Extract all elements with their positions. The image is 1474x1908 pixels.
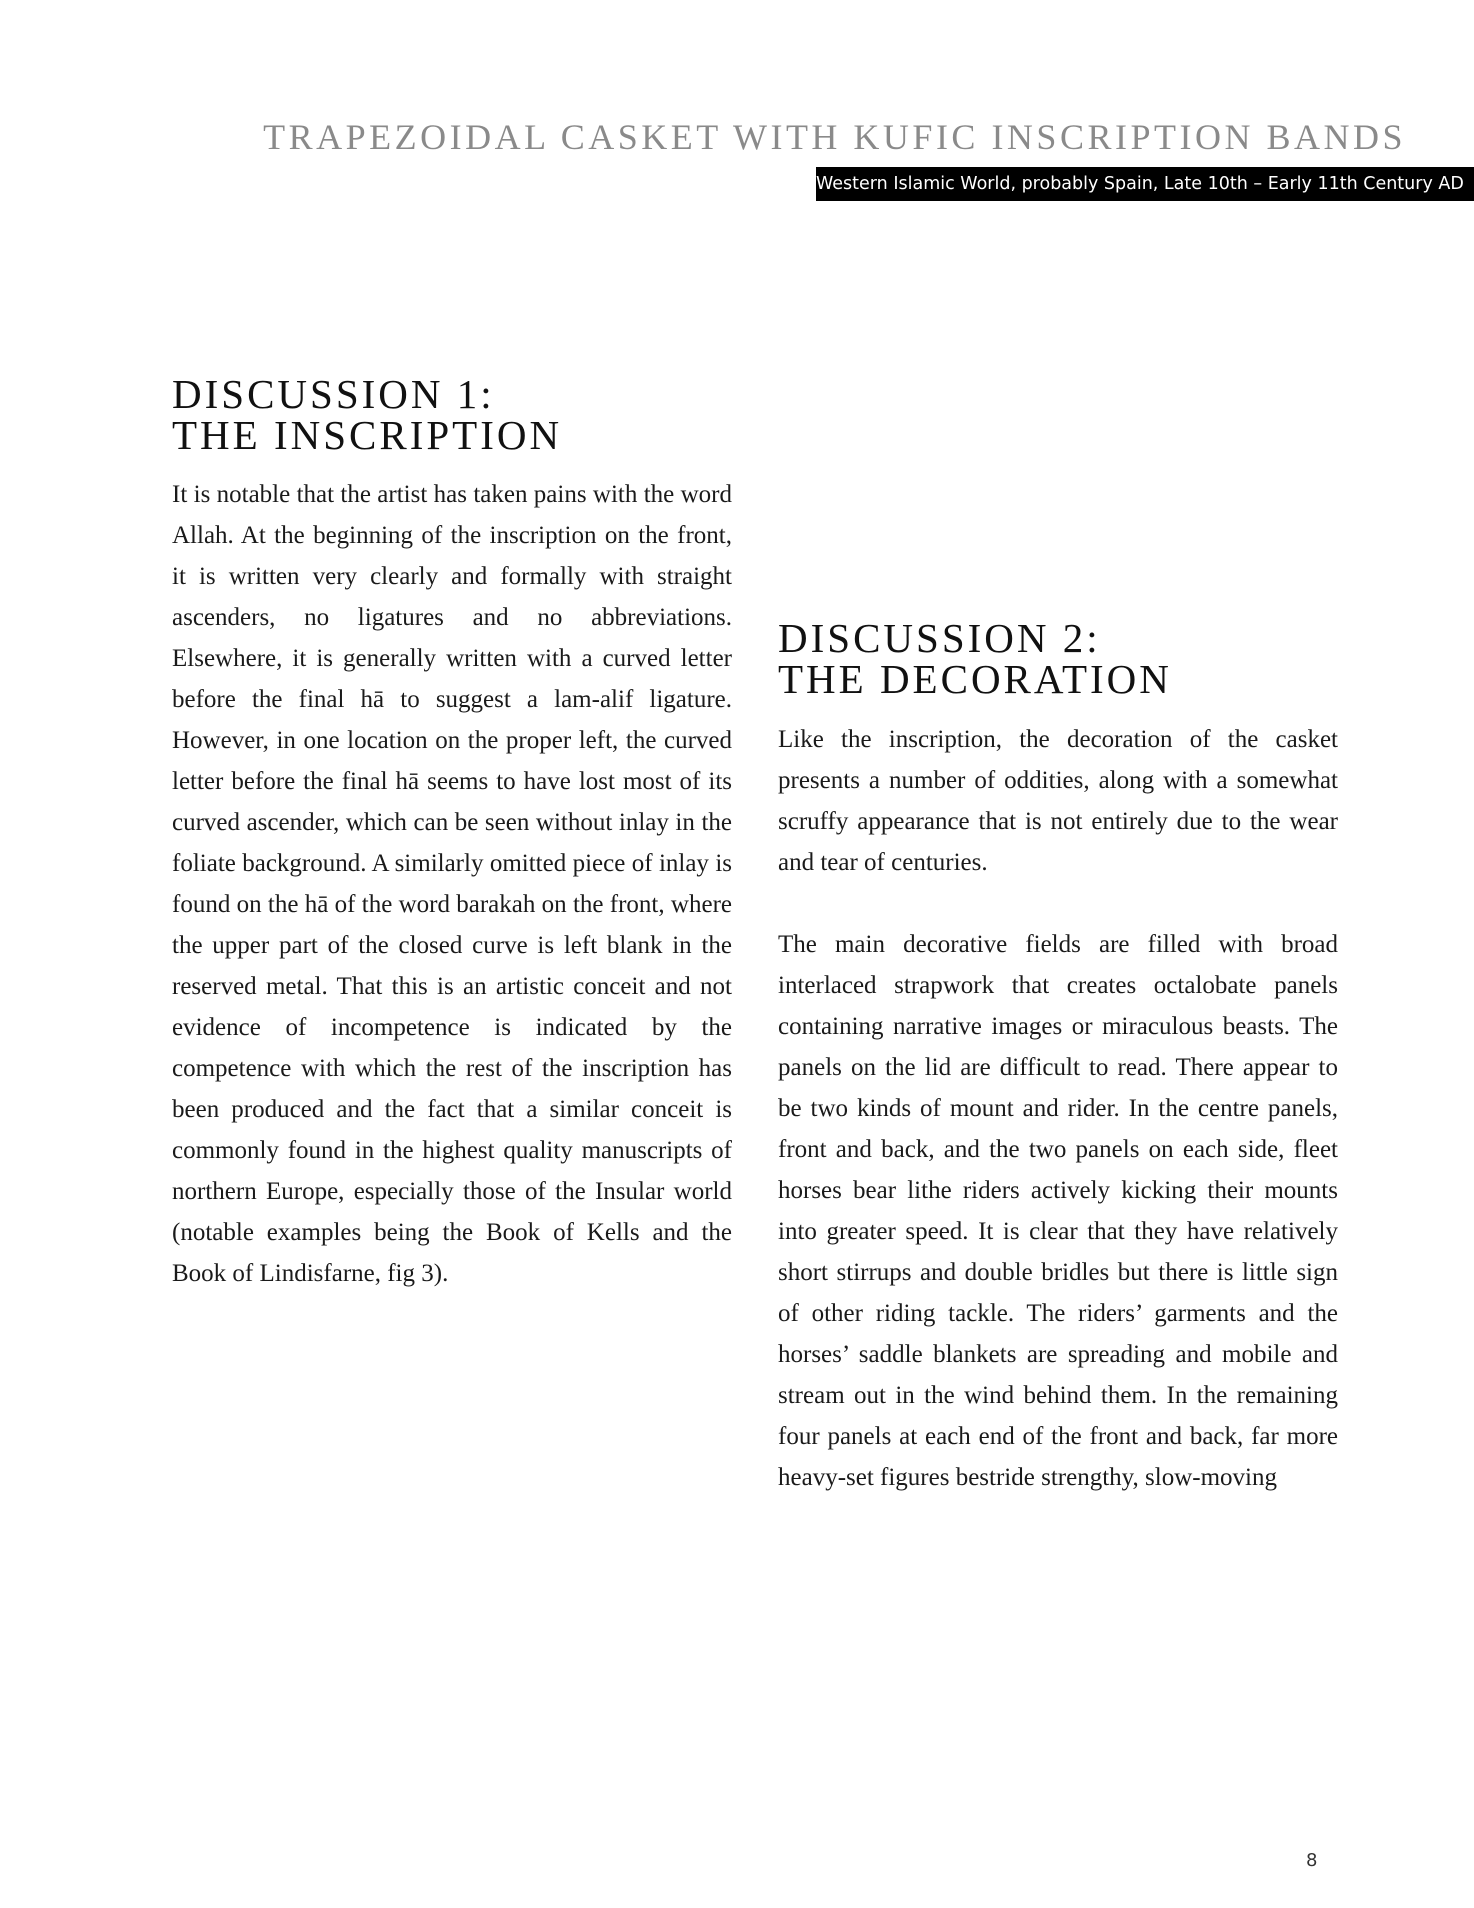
paragraph-gap — [778, 883, 1338, 924]
discussion-1-column — [172, 474, 732, 1294]
discussion-2-column — [778, 719, 1338, 1498]
discussion-1-heading — [172, 371, 563, 458]
discussion-1-paragraph: It is notable that the artist has taken pains with the word Allah. At the beginning of the inscription on the front, it is written very clearly and formally with straight ascenders, no ligatures and no abbreviations. Elsewhere, it is generally written with a curved letter before the final hā to suggest a lam-alif ligature. However, in one location on the proper left, the curved letter before the final hā seems to have lost most of its curved ascender, which can be seen without inlay in the foliate background. A similarly omitted piece of inlay is found on the hā of the word barakah on the front, where the upper part of the closed curve is left blank in the reserved metal. That this is an artistic conceit and not evidence of incompetence is indicated by the competence with which the rest of the inscription has been produced and the fact that a similar conceit is commonly found in the highest quality manuscripts of northern Europe, especially those of the Insular world (notable examples being the Book of Kells and the Book of Lindisfarne, fig 3). — [172, 481, 732, 1287]
discussion-2-heading-line2: THE DECORATION — [778, 656, 1172, 702]
discussion-1-heading-line2: THE INSCRIPTION — [172, 412, 563, 458]
discussion-2-heading — [778, 615, 1172, 702]
discussion-1-heading-line1: DISCUSSION 1: — [172, 371, 495, 417]
discussion-2-paragraph-1: Like the inscription, the decoration of the casket presents a number of oddities, along with a somewhat scruffy appearance that is not entirely due to the wear and tear of centuries. — [778, 726, 1338, 876]
running-title: TRAPEZOIDAL CASKET WITH KUFIC INSCRIPTION BANDS — [263, 117, 1406, 157]
discussion-2-heading-line1: DISCUSSION 2: — [778, 615, 1101, 661]
discussion-2-paragraph-2: The main decorative fields are filled with broad interlaced strapwork that creates octalobate panels containing narrative images or miraculous beasts. The panels on the lid are difficult to read. There appear to be two kinds of mount and rider. In the centre panels, front and back, and the two panels on each side, fleet horses bear lithe riders actively kicking their mounts into greater speed. It is clear that they have relatively short stirrups and double bridles but there is little sign of other riding tackle. The riders’ garments and the horses’ saddle blankets are spreading and mobile and stream out in the wind behind them. In the remaining four panels at each end of the front and back, far more heavy-set figures bestride strengthy, slow-moving — [778, 931, 1338, 1491]
page-number: 8 — [1306, 1850, 1318, 1871]
subtitle-bar: Western Islamic World, probably Spain, Late 10th – Early 11th Century AD — [816, 167, 1474, 201]
